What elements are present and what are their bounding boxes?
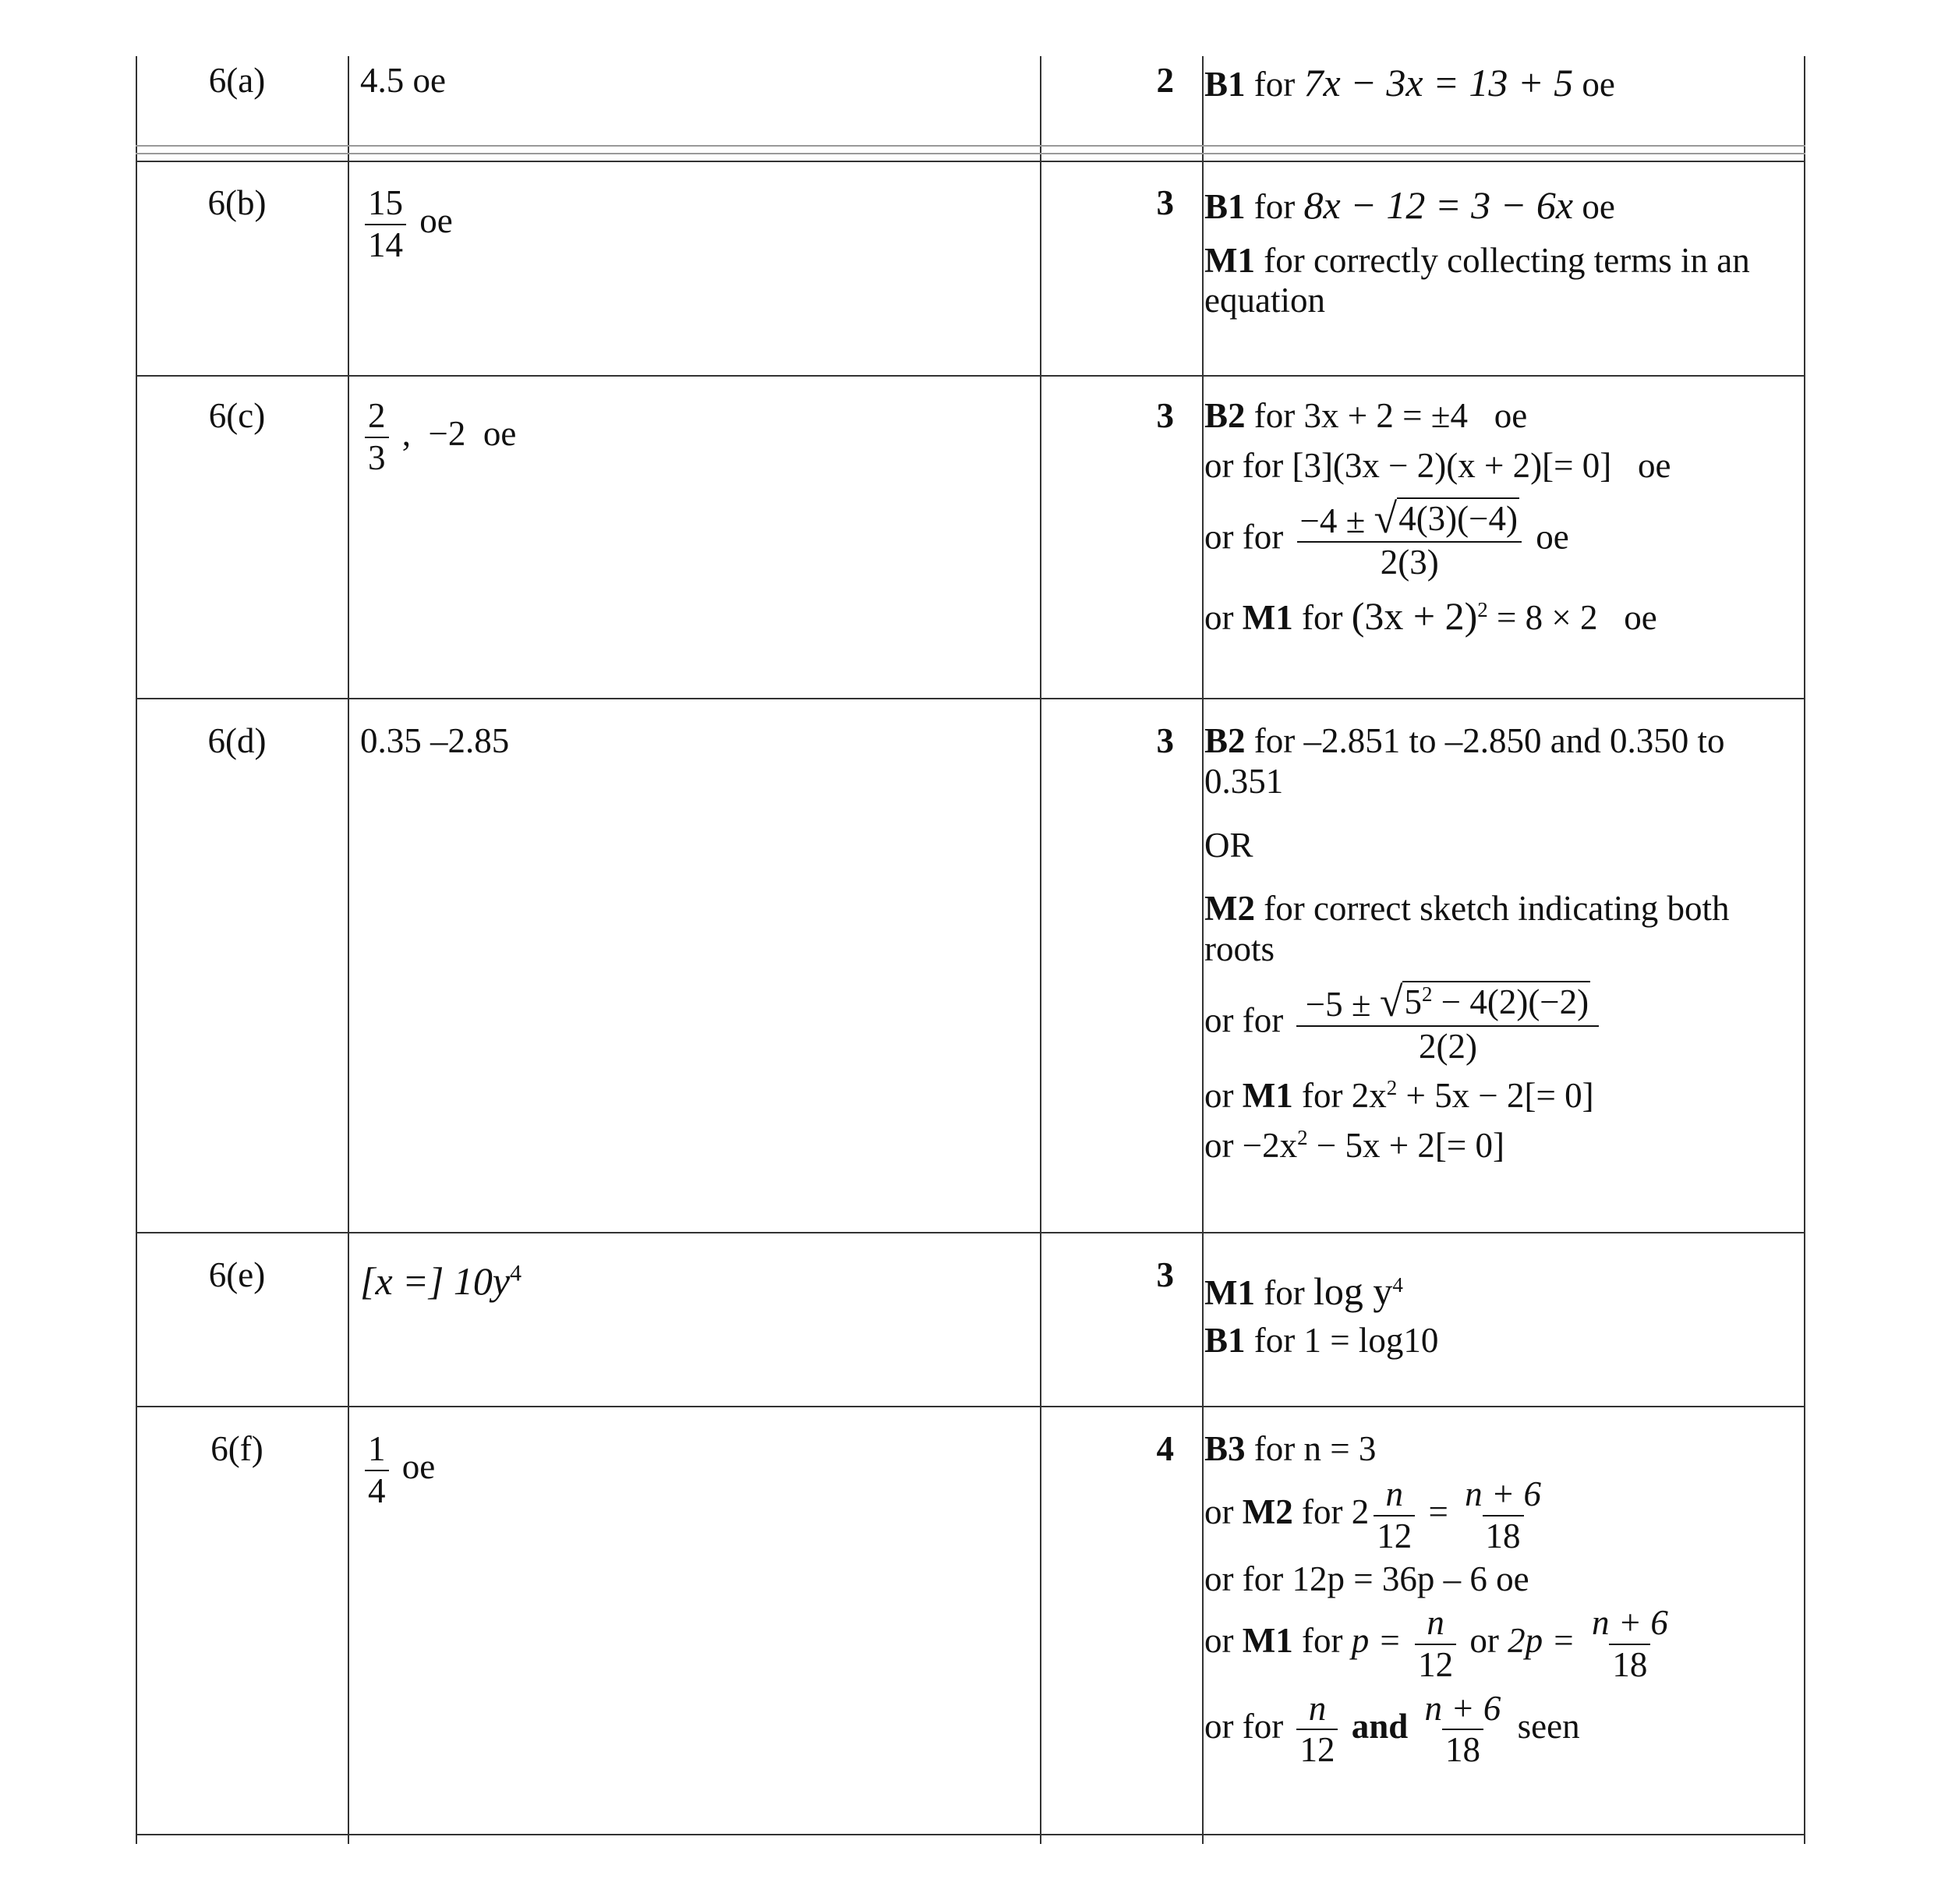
row-divider [136,153,1805,154]
quadratic-formula-fraction [1296,494,1522,584]
guidance-text: or [1204,1621,1234,1661]
guidance-expression: 2x [1351,1076,1387,1116]
numerator: 1 [368,1429,386,1468]
guidance-text: oe [1582,187,1615,226]
guidance-text: for 1 = log10 [1253,1320,1439,1360]
guidance-text: for [1301,1621,1343,1661]
radicand: 4(3)(−4) [1398,498,1519,538]
mark-code: M1 [1204,240,1255,280]
guidance-text: or for 12p = 36p – 6 oe [1204,1559,1529,1599]
guidance-text: for [1301,1076,1343,1116]
answer-fraction [365,396,389,479]
guidance [1204,721,1766,1166]
equals-sign: = [1428,1492,1448,1531]
row-divider [136,161,1805,162]
mark-code: M1 [1242,1076,1293,1116]
exponent: 4 [1392,1273,1403,1297]
marks: 3 [1156,1255,1174,1294]
fraction [1296,1689,1338,1771]
fraction [1462,1474,1544,1557]
guidance-text: for n = 3 [1253,1429,1377,1468]
exponent: 2 [1386,1076,1398,1100]
marks: 3 [1156,183,1174,222]
row-divider [136,145,1805,147]
guidance-text: or for [3](3x − 2)(x + 2)[= 0] oe [1204,445,1671,485]
row-divider [136,1406,1805,1407]
exponent: 2 [1477,598,1488,621]
guidance [1204,61,1766,106]
guidance-expression: 2p = [1508,1621,1575,1661]
guidance-text: for –2.851 to –2.850 and 0.350 to 0.351 [1204,721,1725,801]
row-divider [136,375,1805,377]
guidance-expression: = 8 × 2 oe [1487,598,1657,637]
numerator: n [1385,1474,1403,1513]
numerator: 2 [368,396,386,435]
guidance-text: for correctly collecting terms in an equation [1204,240,1750,320]
numerator: n [1308,1688,1327,1728]
guidance-text: oe [1536,517,1569,557]
denominator: 12 [1415,1644,1456,1686]
mark-code: B2 [1204,396,1246,435]
denominator: 4 [365,1470,389,1512]
guidance-text: for [1301,1492,1343,1531]
denominator: 18 [1483,1515,1524,1557]
exponent: 4 [510,1260,522,1286]
mark-code: M2 [1204,889,1255,929]
question-number: 6(c) [208,396,266,435]
mark-code: B1 [1204,187,1246,226]
mark-code: M2 [1242,1492,1293,1531]
marks: 4 [1156,1429,1174,1468]
grid-line-answer [1040,56,1041,1844]
guidance-text: or for [1204,1706,1284,1746]
guidance-text: and [1351,1706,1409,1746]
numerator: 15 [368,183,403,222]
grid-line-marks [1202,56,1204,1844]
guidance [1204,183,1766,321]
guidance-text: or for [1204,1000,1284,1040]
answer: 0.35 –2.85 [360,721,510,760]
answer-suffix: oe [419,201,453,241]
denominator: 14 [365,224,406,266]
marks: 3 [1156,721,1174,760]
denominator: 12 [1296,1729,1338,1771]
question-number: 6(e) [208,1255,266,1294]
answer: 4.5 oe [360,61,446,100]
fraction [1422,1689,1504,1771]
question-number: 6(f) [210,1429,263,1468]
guidance-text: or [1204,1126,1234,1165]
answer [360,1429,435,1512]
answer-expression: [x =] 10y [360,1259,511,1303]
square-root: √ 4(3)(−4) [1374,494,1519,542]
denominator: 18 [1609,1644,1650,1686]
fraction [1415,1603,1456,1686]
numerator: n + 6 [1465,1474,1541,1513]
guidance-text: OR [1204,825,1253,865]
numerator: n + 6 [1424,1688,1501,1728]
denominator: 12 [1374,1515,1415,1557]
row-divider [136,1834,1805,1835]
grid-line-left [136,56,137,1844]
mark-code: M1 [1242,598,1293,637]
guidance-expression: log y [1313,1269,1393,1313]
guidance-text: for [1253,65,1296,104]
guidance-text: or for [1204,517,1284,557]
square-root: √ $5^2 - 4(2)(-2)$ [1379,978,1589,1025]
guidance-expression: 7x − 3x = 13 + 5 [1303,61,1574,104]
answer [360,1259,522,1304]
answer [360,183,453,266]
exponent: 2 [1421,982,1433,1006]
marks: 2 [1156,61,1174,100]
mark-code: M1 [1242,1621,1293,1661]
answer-rest: , −2 oe [401,414,517,454]
mark-code: B1 [1204,1320,1246,1360]
answer-fraction [365,1429,389,1512]
question-number: 6(b) [207,183,267,222]
guidance-text: for 3x + 2 = ±4 oe [1253,396,1528,435]
mark-code: B3 [1204,1429,1246,1468]
grid-line-question [348,56,349,1844]
guidance-text: for correct sketch indicating both roots [1204,889,1730,968]
numerator: n [1427,1603,1444,1642]
row-divider [136,698,1805,699]
guidance-expression: (3x + 2) [1351,594,1478,638]
guidance [1204,1429,1766,1771]
fraction [1374,1474,1415,1557]
fraction [1589,1603,1671,1686]
guidance-expression: + 5x − 2[= 0] [1397,1076,1594,1116]
guidance-expression: −2x [1242,1126,1298,1165]
guidance-text: or [1204,1492,1234,1531]
guidance-expression: − 5x + 2[= 0] [1307,1126,1504,1165]
guidance-expression: 2 [1351,1492,1370,1531]
guidance-text: for [1264,1273,1305,1312]
question-number: 6(a) [208,61,266,100]
row-divider [136,1232,1805,1233]
numerator: n + 6 [1591,1603,1668,1642]
question-number: 6(d) [207,721,267,760]
quadratic-formula-fraction [1296,978,1599,1067]
denominator: 18 [1442,1729,1483,1771]
guidance-text: oe [1582,65,1615,104]
answer-suffix: oe [401,1447,436,1487]
answer [360,396,516,479]
mark-code: M1 [1204,1273,1255,1312]
formula-lead: −4 ± [1299,501,1366,540]
guidance-text: or [1204,598,1234,637]
guidance-expression: 8x − 12 = 3 − 6x [1303,183,1574,227]
denominator: 3 [365,437,389,479]
marks: 3 [1156,396,1174,435]
guidance-text: seen [1517,1706,1580,1746]
guidance [1204,1269,1766,1361]
denominator: 2(2) [1296,1025,1599,1067]
guidance-text: or [1469,1621,1499,1661]
formula-lead: −5 ± [1305,984,1371,1024]
guidance-text: or [1204,1076,1234,1116]
mark-code: B1 [1204,65,1246,104]
guidance [1204,396,1766,639]
guidance-expression: p = [1351,1621,1402,1661]
exponent: 2 [1297,1126,1308,1149]
answer-fraction [365,183,406,266]
radicand: − 4(2)(−2) [1432,982,1589,1021]
radicand: 5 [1404,982,1422,1021]
denominator: 2(3) [1297,541,1522,583]
mark-code: B2 [1204,721,1246,760]
guidance-text: for [1301,598,1343,637]
guidance-text: for [1253,187,1296,226]
grid-line-right [1804,56,1805,1844]
